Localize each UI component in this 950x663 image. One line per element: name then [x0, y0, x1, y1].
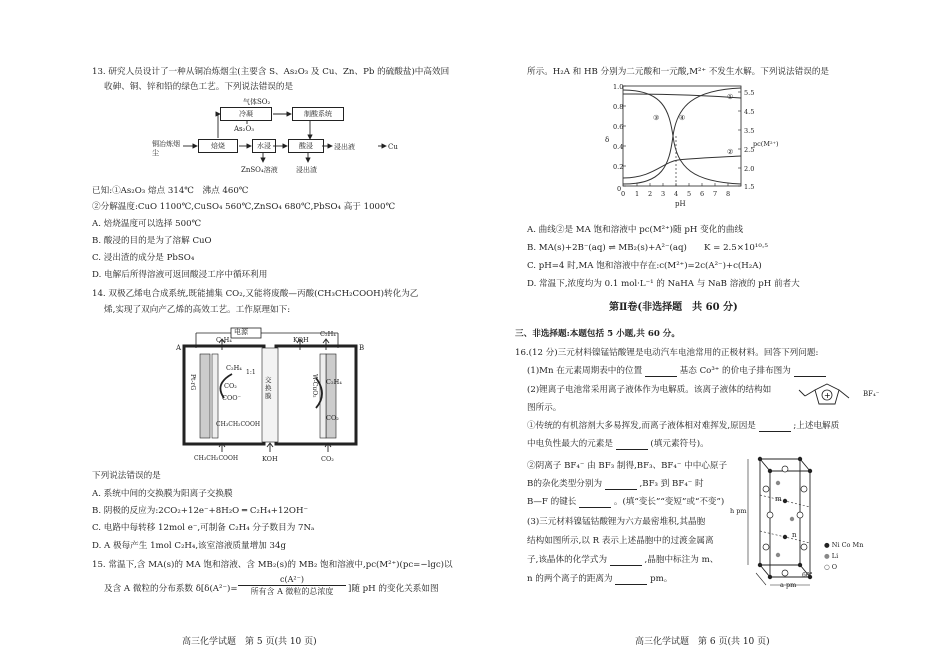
power-label: 电源: [234, 328, 248, 336]
legend-o: ○ O: [824, 563, 838, 571]
q16-p2-q2e: 。(填“变长”“变短”或“不变”): [613, 497, 725, 507]
electrode-b-label: B: [359, 344, 365, 352]
curve-4-label: ④: [679, 114, 686, 122]
flow-as2o3-label: As₂O₃: [234, 125, 254, 133]
bf4-label: BF₄⁻: [863, 390, 880, 398]
q15-stem-2a: 及含 A 微粒的分布系数 δ[δ(A²⁻)=: [104, 584, 238, 594]
x-tick-2: 2: [648, 190, 653, 198]
y2-tick-1.5: 1.5: [744, 183, 755, 191]
answer-blank-7[interactable]: [610, 556, 642, 566]
x-tick-1: 1: [635, 190, 640, 198]
section-subtitle: 三、非选择题:本题包括 5 小题,共 60 分。: [515, 329, 680, 339]
q16-p2-q2d: B—F 的键长: [527, 497, 577, 507]
y-tick-0.4: 0.4: [613, 143, 624, 151]
imidazolium-drawing: [797, 378, 917, 412]
q16-p3-3: 子,该晶体的化学式为: [527, 555, 608, 565]
y-axis-label: δ: [605, 136, 610, 144]
q15-frac-den: 所有含 A 微粒的总浓度: [250, 587, 334, 596]
q13-known-1: 已知:①As₂O₃ 熔点 314℃ 沸点 460℃: [92, 186, 249, 196]
y-tick-0.6: 0.6: [613, 123, 624, 131]
curve-2-label: ②: [727, 148, 734, 156]
c2h4-inner: C₂H₄: [226, 364, 242, 372]
q16-p2-q1c: 中电负性最大的元素是: [527, 439, 613, 449]
x-tick-3: 3: [661, 190, 666, 198]
co2-bottom: CO₂: [321, 455, 334, 463]
crystal-h-label: h pm: [730, 507, 747, 515]
curve-1-label: ①: [727, 93, 734, 101]
q16-p3-line3: [527, 554, 718, 566]
q15-option-b: B. MA(s)+2B⁻(aq) ⇌ MB₂(s)+A²⁻(aq) K = 2.5×10¹⁰·⁵: [527, 243, 768, 253]
y2-tick-2.5: 2.5: [744, 146, 755, 154]
section-title: 第Ⅱ卷(非选择题 共 60 分): [609, 302, 738, 313]
q16-p3-4a: n 的两个离子的距离为: [527, 574, 613, 584]
right-footer: 高三化学试题 第 6 页(共 10 页): [635, 637, 770, 647]
q13-option-c: C. 浸出渣的成分是 PbSO₄: [92, 253, 195, 263]
q16-p2-q2b: B的杂化类型分别为: [527, 479, 603, 489]
flow-water-leach-box: 水浸: [252, 139, 276, 153]
koh-bottom: KOH: [262, 455, 278, 463]
left-footer: 高三化学试题 第 5 页(共 10 页): [182, 637, 317, 647]
q16-p2-line1: (2)锂离子电池常采用离子液体作为电解质。该离子液体的结构如: [527, 385, 772, 395]
q16-p2-q2c: ,BF₃ 到 BF₄⁻ 时: [639, 479, 704, 489]
crystal-m-label: m: [775, 495, 782, 503]
x-tick-5: 5: [687, 190, 692, 198]
q16-p1a: (1)Mn 在元素周期表中的位置: [527, 366, 643, 376]
co2-inner-left: CO₂: [224, 382, 237, 390]
catalyst-right-label: W-CuO₂: [311, 374, 318, 398]
flow-liquid-label: 浸出液: [334, 143, 355, 151]
answer-blank-8[interactable]: [615, 575, 647, 585]
legend-metal-label: Ni Co Mn: [831, 541, 864, 549]
flow-residue-label: 浸出渣: [296, 166, 317, 174]
flow-acid-leach-box: 酸浸: [288, 139, 324, 153]
x-tick-4: 4: [674, 190, 679, 198]
curve-3-label: ③: [653, 114, 660, 122]
q15-frac-num: c(A²⁻): [238, 575, 346, 586]
q13-option-d: D. 电解后所得溶液可返回酸浸工序中循环利用: [92, 270, 268, 280]
x-tick-6: 6: [700, 190, 705, 198]
membrane-label: 交换膜: [265, 376, 272, 400]
q16-p3-3b: ,晶胞中标注为 m、: [644, 555, 719, 565]
flow-cu-label: Cu: [388, 143, 398, 151]
crystal-drawing: [730, 455, 870, 590]
flow-znso4-label: ZnSO₄溶液: [241, 166, 278, 174]
x-tick-8: 8: [726, 190, 731, 198]
koh-top: KOH: [293, 336, 309, 344]
c2h4-top-right: C₂H₄: [320, 330, 336, 338]
propanoic-bottom: CH₃CH₂COOH: [194, 455, 239, 462]
x-tick-0: 0: [621, 190, 626, 198]
q16-p3-line4: [527, 573, 672, 585]
q15-continued: 所示。H₂A 和 HB 分别为二元酸和一元酸,M²⁺ 不发生水解。下列说法错误的是: [527, 67, 830, 77]
flow-acid-system-box: 制酸系统: [292, 107, 344, 121]
q13-option-a: A. 焙烧温度可以选择 500℃: [92, 219, 202, 229]
q16-p2-q1a: ①传统的有机溶剂大多易挥发,而离子液体相对难挥发,原因是: [527, 421, 756, 431]
y2-axis-label: pc(M²⁺): [753, 140, 779, 148]
q13-stem-1: 13. 研究人员设计了一种从铜冶炼烟尘(主要含 S、As₂O₃ 及 Cu、Zn、Pb 的硫酸盐)中高效回: [92, 67, 450, 77]
x-axis-label: pH: [675, 200, 686, 208]
q14-option-d: D. A 极每产生 1mol C₂H₄,该室溶液质量增加 34g: [92, 541, 286, 551]
legend-o-label: O: [831, 563, 838, 571]
ionic-liquid-structure: [797, 378, 917, 412]
q13-stem-2: 收砷、铜、锌和铅的绿色工艺。下列说法错误的是: [104, 82, 294, 92]
catalyst-left-label: Pt-rG: [189, 374, 196, 391]
q14-stem-1: 14. 双极乙烯电合成系统,既能捕集 CO₂,又能将废酸—丙酸(CH₃CH₂COOH)转化为乙: [92, 289, 419, 299]
crystal-a-label: a pm: [780, 581, 797, 589]
q15-option-d: D. 常温下,浓度均为 0.1 mol·L⁻¹ 的 NaHA 与 NaB 溶液的 pH 前者大: [527, 279, 800, 289]
q16-part1: [527, 365, 826, 377]
flow-roast-box: 焙烧: [198, 139, 238, 153]
answer-blank-4[interactable]: [616, 440, 648, 450]
q16-p1b: 基态 Co³⁺ 的价电子排布图为: [679, 366, 791, 376]
q16-p3-line2: 结构如图所示,以 R 表示上述晶胞中的过渡金属离: [527, 536, 714, 546]
svg-text:+: +: [824, 391, 831, 400]
q15-option-a: A. 曲线②是 MA 饱和溶液中 pc(M²⁺)随 pH 变化的曲线: [527, 225, 744, 235]
coo-label: COO⁻: [222, 394, 242, 402]
q16-p2-q1d: (填元素符号)。: [650, 439, 709, 449]
ratio-label: 1:1: [246, 369, 256, 376]
q15-stem-1: 15. 常温下,含 MA(s)的 MA 饱和溶液、含 MB₂(s)的 MB₂ 饱和溶液中,pc(M²⁺)(pc=−lgc)以: [92, 560, 453, 570]
q16-p3-line1: (3)三元材料镍锰钴酸锂为六方最密堆积,其晶胞: [527, 517, 706, 527]
crystal-n-label: n: [792, 531, 797, 539]
crystal-angle-label: 60°: [802, 572, 813, 579]
q16-stem: 16.(12 分)三元材料镍锰钴酸锂是电动汽车电池常用的正极材料。回答下列问题:: [515, 348, 819, 358]
legend-li: ● Li: [824, 552, 839, 560]
y2-tick-3.5: 3.5: [744, 127, 755, 135]
q13-option-b: B. 酸浸的目的是为了溶解 CuO: [92, 236, 212, 246]
q14-option-a: A. 系统中间的交换膜为阳离子交换膜: [92, 489, 233, 499]
answer-blank-3[interactable]: [759, 422, 791, 432]
y-tick-1.0: 1.0: [613, 83, 624, 91]
right-page: [475, 0, 950, 663]
answer-blank-6[interactable]: [579, 498, 611, 508]
q14-cell-diagram: [176, 326, 366, 466]
q16-p2-q2-line3: [527, 496, 724, 508]
y-tick-0.2: 0.2: [613, 163, 624, 171]
y2-tick-5.5: 5.5: [744, 89, 755, 97]
c2h4-top-left: C₂H₄: [216, 336, 232, 344]
q15-chart: [603, 80, 783, 218]
q14-stem-2: 烯,实现了双向产乙烯的高效工艺。工作原理如下:: [104, 305, 291, 315]
y-tick-0: 0: [617, 185, 622, 193]
co2-right-inner: CO₂: [326, 414, 339, 422]
electrode-a-label: A: [176, 344, 182, 352]
q14-option-b: B. 阴极的反应为:2CO₂+12e⁻+8H₂O ═ C₂H₄+12OH⁻: [92, 506, 308, 516]
q16-p2-q1-line2: [527, 438, 709, 450]
flow-cool-box: 冷凝: [220, 107, 272, 121]
q16-p2-line2: 图所示。: [527, 403, 562, 413]
q16-p2-q2a: ②阴离子 BF₄⁻ 由 BF₃ 制得,BF₃、BF₄⁻ 中中心原子: [527, 461, 728, 471]
q16-p3-4b: pm。: [650, 574, 673, 584]
q16-p2-q2-line2: [527, 478, 704, 490]
q15-option-c: C. pH=4 时,MA 饱和溶液中存在:c(M²⁺)=2c(A²⁻)+c(H₂A): [527, 261, 762, 271]
q14-lead: 下列说法错误的是: [92, 471, 161, 481]
answer-blank-5[interactable]: [605, 480, 637, 490]
y-tick-0.8: 0.8: [613, 103, 624, 111]
q14-option-c: C. 电路中每转移 12mol e⁻,可制备 C₂H₄ 分子数目为 7Nₐ: [92, 523, 315, 533]
y2-tick-4.5: 4.5: [744, 108, 755, 116]
answer-blank-1[interactable]: [645, 367, 677, 377]
legend-metal: ● Ni Co Mn: [824, 541, 864, 549]
q16-p2-q1: [527, 420, 839, 432]
q13-flowchart: [150, 96, 400, 182]
flow-source: 铜冶炼烟尘: [152, 140, 180, 157]
y2-tick-2.0: 2.0: [744, 165, 755, 173]
propanoic-inner: CH₃CH₂COOH: [216, 421, 261, 428]
c2h4-right-inner: C₂H₄: [326, 378, 342, 386]
crystal-cell-figure: [730, 455, 870, 590]
flow-gas-label: 气体SO₂: [243, 98, 271, 106]
answer-blank-2[interactable]: [794, 367, 826, 377]
legend-li-label: Li: [831, 552, 839, 560]
x-tick-7: 7: [713, 190, 718, 198]
q16-p2-q1b: ;上述电解质: [793, 421, 840, 431]
q13-known-2: ②分解温度:CuO 1100℃,CuSO₄ 560℃,ZnSO₄ 680℃,PbSO₄ 高于 1000℃: [92, 202, 396, 212]
q15-stem-2b: ]随 pH 的变化关系如图: [348, 584, 439, 594]
